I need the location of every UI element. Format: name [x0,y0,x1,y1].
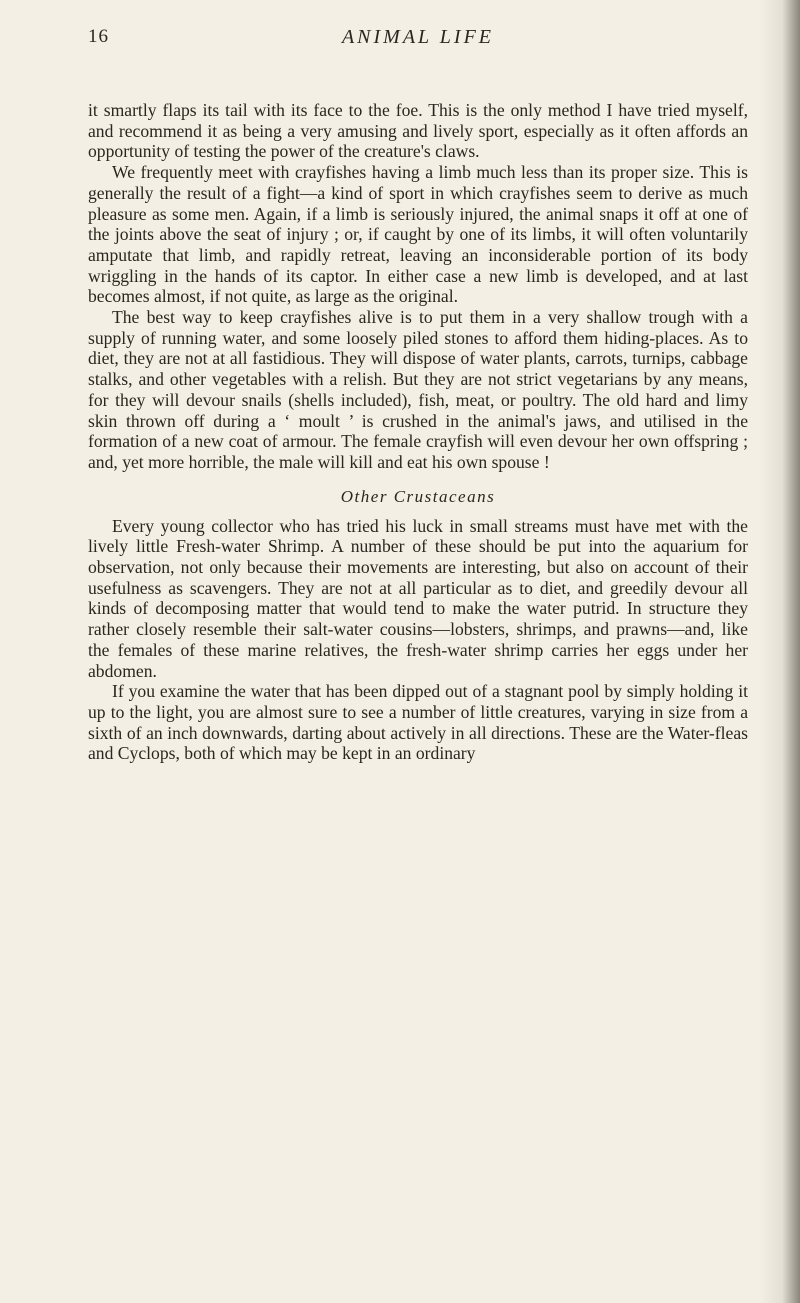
page-number: 16 [88,26,109,47]
page-header [88,26,748,56]
paragraph: If you examine the water that has been dipped out of a stagnant pool by simply holding it up to the light, you are almost sure to see a number of little creatures, varying in size from a sixth of an inch downwards, darting about actively in all directions. These are the Water-fleas and Cyclops, both of which may be kept in an ordinary [88,681,748,764]
section-heading: Other Crustaceans [340,486,496,506]
paragraph: Every young collector who has tried his luck in small streams must have met with the lively little Fresh-water Shrimp. A number of these should be put into the aquarium for observation, not only because their movements are interesting, but also on account of their usefulness as scavengers. They are not at all particular as to diet, and greedily devour all kinds of decomposing matter that would tend to make the water putrid. In structure they rather closely resemble their salt-water cousins—lobsters, shrimps, and prawns—and, like the females of these marine relatives, the fresh-water shrimp carries her eggs under her abdomen. [88,515,748,681]
paragraph: The best way to keep crayfishes alive is to put them in a very shallow trough with a supply of running water, and some loosely piled stones to afford them hiding-places. As to diet, they are not at all fastidious. They will dispose of water plants, carrots, turnips, cabbage stalks, and other vegetables with a relish. But they are not strict vegetarians by any means, for they will devour snails (shells included), fish, meat, or poultry. The old hard and limy skin thrown off during a ‘ moult ’ is crushed in the animal's jaws, and utilised in the formation of a new coat of armour. The female crayfish will even devour her own offspring ; and, yet more horrible, the male will kill and eat his own spouse ! [88,307,748,472]
paragraph: We frequently meet with crayfishes having a limb much less than its proper size. This is generally the result of a fight—a kind of sport in which crayfishes seem to derive as much pleasure as some men. Again, if a limb is seriously injured, the animal snaps it off at one of the joints above the seat of injury ; or, if caught by one of its limbs, it will often voluntarily amputate that limb, and rapidly retreat, leaving an inconsiderable portion of its body wriggling in the hands of its captor. In either case a new limb is developed, and at last becomes almost, if not quite, as large as the original. [88,162,748,307]
page-edge-shadow [760,0,800,1303]
paragraph: it smartly flaps its tail with its face to the foe. This is the only method I have tried myself, and recommend it as being a very amusing and lively sport, especially as it often affords an opportunity of testing the power of the creature's claws. [88,100,748,162]
body-text [88,100,748,764]
running-head: ANIMAL LIFE [341,26,495,48]
